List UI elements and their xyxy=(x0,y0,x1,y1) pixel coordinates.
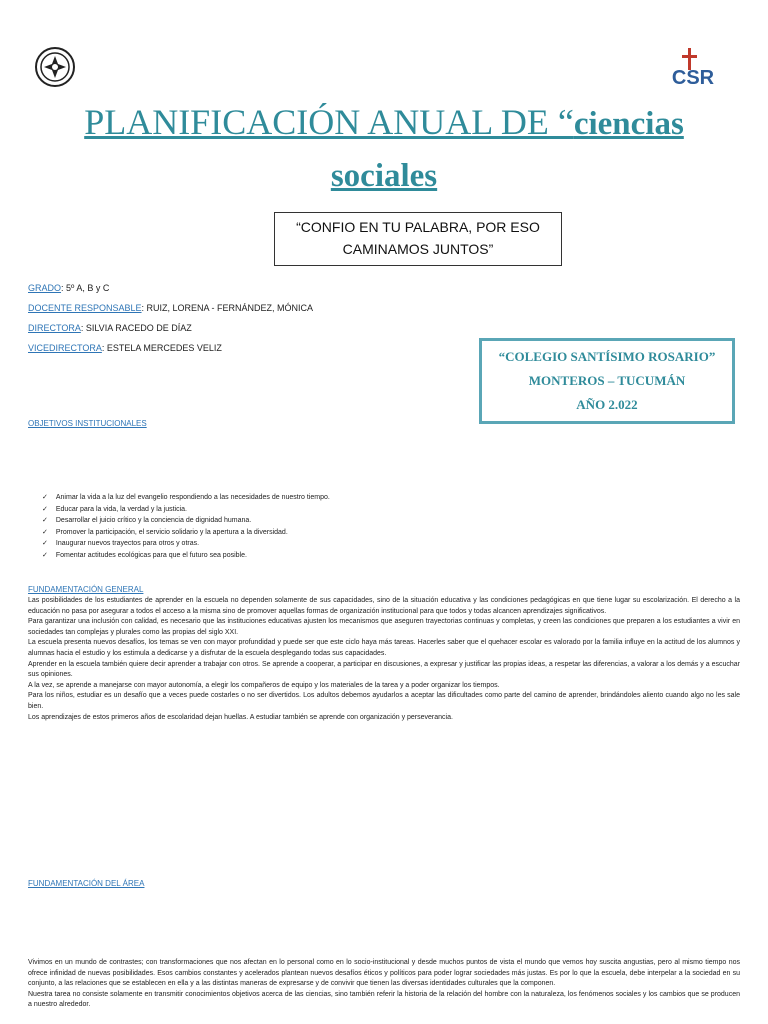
paragraph: Los aprendizajes de estos primeros años de escolaridad dejan huellas. A estudiar también se aprende con organización y perseverancia. xyxy=(28,713,453,721)
school-info-box xyxy=(479,338,735,424)
title-line-2: sociales xyxy=(330,158,438,194)
directora-value: : SILVIA RACEDO DE DÍAZ xyxy=(80,323,192,333)
csr-logo xyxy=(664,46,722,90)
school-seal-logo xyxy=(34,46,76,88)
paragraph: Aprender en la escuela también quiere decir aprender a trabajar con otros. Se aprende a cooperar, a participar en discusiones, a expresar y justificar las propias ideas, a respetar las diferencias, a valorar a los demás y a escuchar sus opiniones. xyxy=(28,660,740,679)
list-item: ✓ Animar la vida a la luz del evangelio respondiendo a las necesidades de nuestro tiempo. xyxy=(42,492,702,504)
csr-logo-text: CSR xyxy=(671,67,715,89)
area-heading: FUNDAMENTACIÓN DEL ÁREA xyxy=(28,879,145,888)
info-directora xyxy=(28,323,192,333)
list-item: ✓ Promover la participación, el servicio solidario y la apertura a la diversidad. xyxy=(42,527,702,539)
paragraph: Para los niños, estudiar es un desafío que a veces puede costarles o no ser divertidos. Los adultos debemos ayudarlos a aceptar las dificultades como parte del camino de aprender, brindándoles aliento cuando algo no les sale bien. xyxy=(28,692,740,710)
objetivos-list xyxy=(42,492,702,561)
area-body xyxy=(28,958,740,1011)
fundamentacion-heading: FUNDAMENTACIÓN GENERAL xyxy=(28,585,144,594)
docente-label: DOCENTE RESPONSABLE xyxy=(28,303,142,313)
grado-label: GRADO xyxy=(28,283,62,293)
list-item: ✓ Desarrollar el juicio crítico y la conciencia de dignidad humana. xyxy=(42,515,702,527)
list-item: ✓ Fomentar actitudes ecológicas para que el futuro sea posible. xyxy=(42,550,702,562)
title-part-b: ciencias xyxy=(573,106,684,142)
info-docente xyxy=(28,303,313,313)
page-title xyxy=(40,96,728,202)
paragraph: La escuela presenta nuevos desafíos, los temas se ven con mayor profundidad y puede ser que este ciclo haya más tareas. Hacerles saber que el quehacer escolar es valorado por la familia influye en la actitud de los alumnos y alumnas hacia el estudio y los estimula a dedicarse y a disfrutar de la escuela desplegando todas sus capacidades. xyxy=(28,639,740,657)
info-vicedirectora xyxy=(28,343,222,353)
vicedirectora-value: : ESTELA MERCEDES VELIZ xyxy=(101,343,222,353)
list-item: ✓ Inaugurar nuevos trayectos para otros y otras. xyxy=(42,538,702,550)
docente-value: : RUIZ, LORENA - FERNÁNDEZ, MÓNICA xyxy=(141,303,314,313)
grado-value: : 5º A, B y C xyxy=(61,283,110,293)
motto-line-1: “CONFIO EN TU PALABRA, POR ESO xyxy=(296,219,540,235)
school-location: MONTEROS – TUCUMÁN xyxy=(528,373,686,388)
motto-box xyxy=(274,212,562,266)
paragraph: Para garantizar una inclusión con calidad, es necesario que las instituciones educativas ajusten los mecanismos que aseguren trayectorias continuas y completas, y creen las condiciones que preparen a los estudiantes a vivir en sociedades tan complejas y plurales como las propias del siglo XXI. xyxy=(28,618,740,636)
paragraph: Vivimos en un mundo de contrastes; con transformaciones que nos afectan en lo personal como en lo socio-institucional y desde muchos puntos de vista el mundo que vemos hoy suscita angustias, pero al mismo tiempo nos ofrece infinidad de nuevas posibilidades. Esos cambios constantes y acelerados plantean nuevos desafíos éticos y políticos para poder lograr sociedades más justas. Es por lo que la escuela, debe interpelar a la sociedad en su conjunto, a las relaciones que se establecen en ella y a las distintas maneras de expresarse y de convivir que tienen las diversas identidades culturales que la componen. xyxy=(28,959,740,988)
objetivos-heading: OBJETIVOS INSTITUCIONALES xyxy=(28,419,147,428)
paragraph: Nuestra tarea no consiste solamente en transmitir conocimientos objetivos acerca de las ciencias, sino también referir la historia de la relación del hombre con la naturaleza, los fenómenos sociales y los cambios que se producen a nuestro alrededor. xyxy=(28,990,740,1009)
title-part-a: PLANIFICACIÓN ANUAL DE “ xyxy=(84,102,574,142)
vicedirectora-label: VICEDIRECTORA xyxy=(28,343,102,353)
school-year: AÑO 2.022 xyxy=(576,397,638,412)
paragraph: Las posibilidades de los estudiantes de aprender en la escuela no dependen solamente de sus capacidades, sino de la situación educativa y las condiciones pedagógicas en que tiene lugar su escolarización. El derecho a la educación no pasa por asegurar a todos el acceso a la misma sino de promover aquellas formas de organización institucional para que todos y todas alcancen aprendizajes significativos. xyxy=(28,597,740,615)
fundamentacion-body xyxy=(28,596,740,723)
info-grado xyxy=(28,283,109,293)
directora-label: DIRECTORA xyxy=(28,323,81,333)
motto-line-2: CAMINAMOS JUNTOS” xyxy=(342,241,494,257)
paragraph: A la vez, se aprende a manejarse con mayor autonomía, a elegir los compañeros de equipo y los materiales de la tarea y a poder organizar los tiempos. xyxy=(28,681,500,689)
school-name: “COLEGIO SANTÍSIMO ROSARIO” xyxy=(498,349,716,364)
list-item: ✓ Educar para la vida, la verdad y la justicia. xyxy=(42,504,702,516)
